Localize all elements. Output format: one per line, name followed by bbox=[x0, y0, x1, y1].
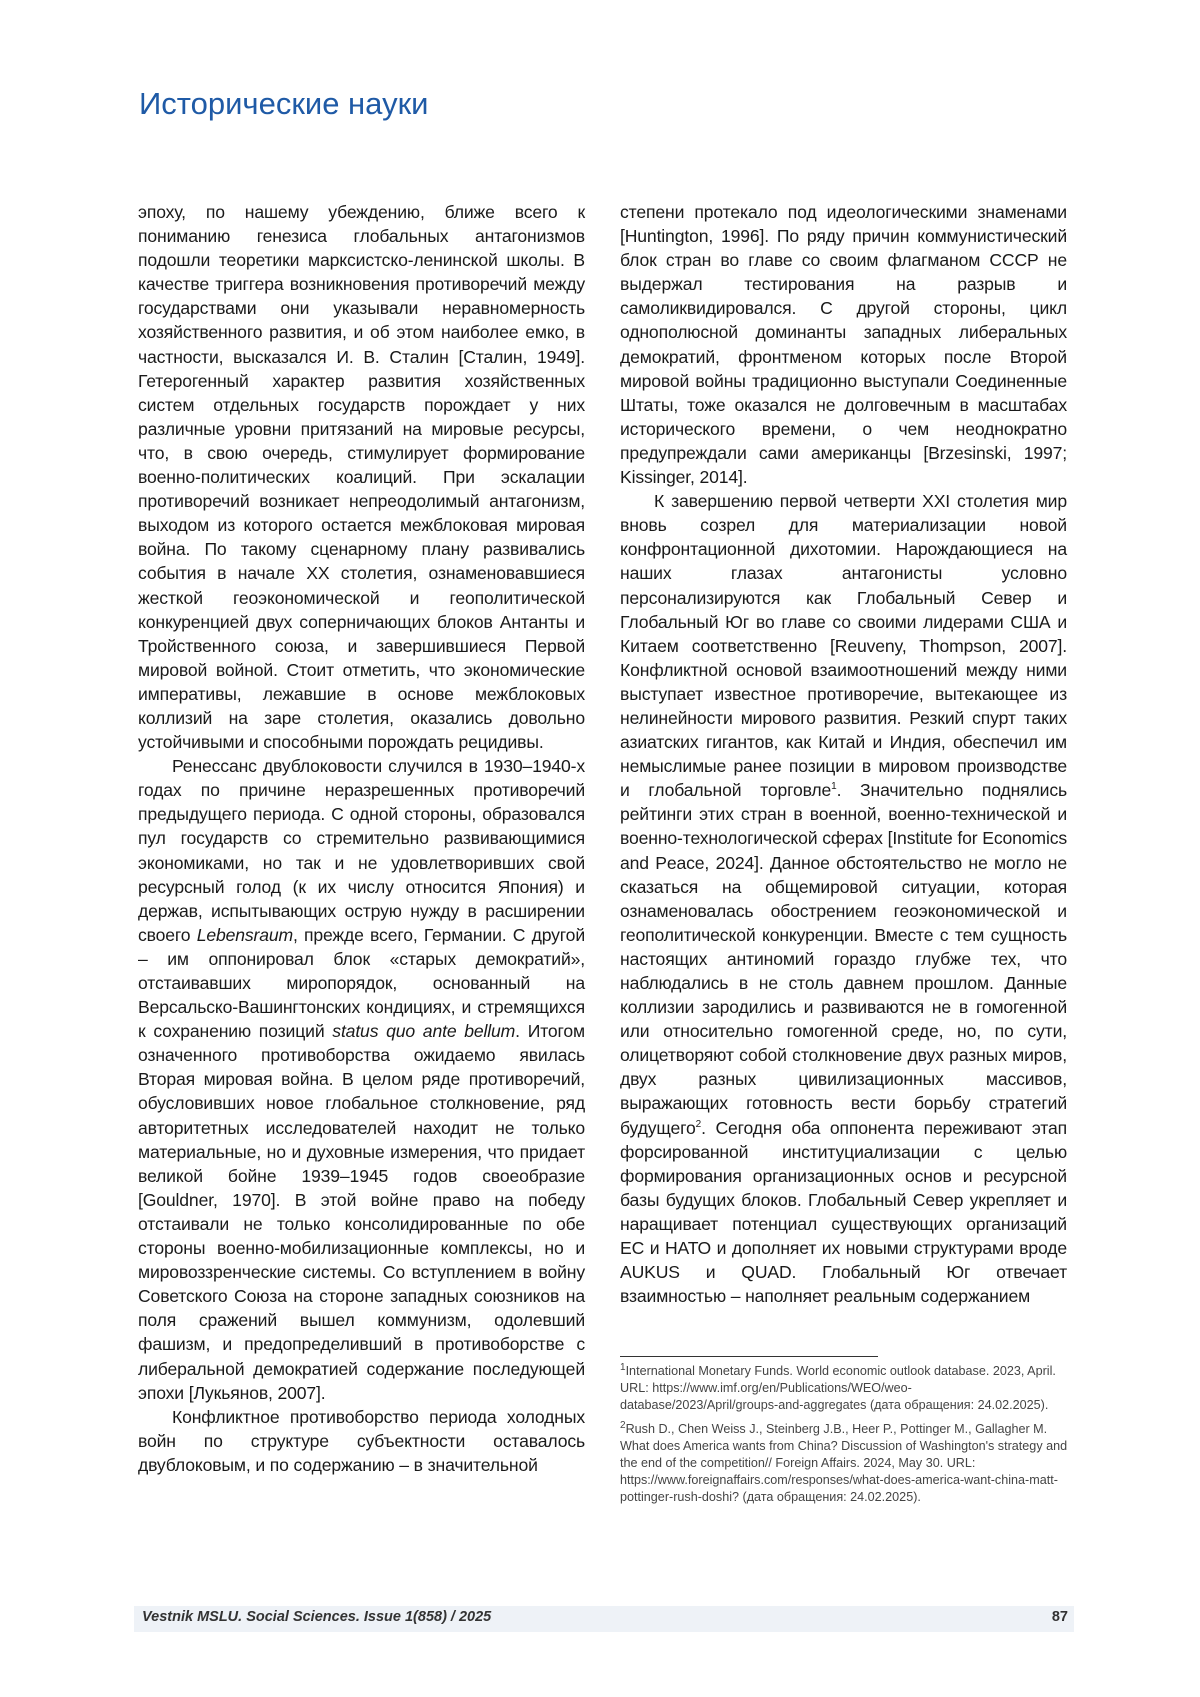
paragraph-right-2 bbox=[620, 489, 1067, 1308]
paragraph-left-1: эпоху, по нашему убеждению, ближе всего к пониманию генезиса глобальных антагонизмов подошли теоретики марксистско-ленинской школы. В качестве триггера возникновения противоречий между государствами они указывали неравномерность хозяйственного развития, и об этом наиболее емко, в частности, высказался И. В. Сталин [Сталин, 1949]. Гетерогенный характер развития хозяйственных систем отдельных государств порождает у них различные уровни притязаний на мировые ресурсы, что, в свою очередь, стимулирует формирование военно-политических коалиций. При эскалации противоречий возникает непреодолимый антагонизм, выходом из которого остается межблоковая мировая война. По такому сценарному плану развивались события в начале XX столетия, ознаменовавшиеся жесткой геоэкономической и геополитической конкуренцией двух соперничающих блоков Антанты и Тройственного союза, и завершившиеся Первой мировой войной. Стоит отметить, что экономические императивы, лежавшие в основе межблоковых коллизий на заре столетия, оказались довольно устойчивыми и способными порождать рецидивы. bbox=[138, 202, 585, 753]
footnote-number: 2 bbox=[620, 1419, 626, 1431]
journal-citation: Vestnik MSLU. Social Sciences. Issue 1(858) / 2025 bbox=[142, 1609, 492, 1625]
italic-term-status-quo: status quo ante bellum bbox=[332, 1021, 516, 1042]
left-column bbox=[138, 200, 585, 1477]
paragraph-text: . Сегодня оба оппонента переживают этап форсированной институциализации с целью формирования организационных основ и ресурсной базы будущих блоков. Глобальный Север укрепляет и наращивает потенциал существующих организаций ЕС и НАТО и дополняет их новыми структурами вроде AUKUS и QUAD. Глобальный Юг отвечает взаимностью – наполняет реальным содержанием bbox=[620, 1117, 1067, 1307]
right-column bbox=[620, 200, 1067, 1308]
footnote-divider bbox=[620, 1356, 878, 1357]
italic-term-lebensraum: Lebensraum bbox=[196, 924, 293, 945]
paragraph-left-2 bbox=[138, 754, 585, 1405]
footnotes bbox=[620, 1363, 1070, 1513]
paragraph-right-1: степени протекало под идеологическими знаменами [Huntington, 1996]. По ряду причин коммунистический блок стран во главе со своим флагманом СССР не выдержал тестирования на разрыв и самоликвидировался. С другой стороны, цикл однополюсной доминанты западных либеральных демократий, фронтменом которых после Второй мировой войны традиционно выступали Соединенные Штаты, тоже оказался не долговечным в масштабах исторического времени, о чем неоднократно предупреждали сами американцы [Brzesinski, 1997; Kissinger, 2014]. bbox=[620, 202, 1067, 488]
footnote-ref-2[interactable]: 2 bbox=[695, 1118, 702, 1130]
paragraph-text: . Значительно поднялись рейтинги этих стран в военной, военно-технической и военно-технологической сферах [Institute for Economics and Peace, 2024]. Данное обстоятельство не могло не сказаться на общемировой ситуации, которая ознаменовалась обострением геоэкономической и геополитической конкуренции. Вместе с тем сущность настоящих антиномий гораздо глубже тех, что наблюдались в не столь давнем прошлом. Данные коллизии зародились и развиваются не в гомогенной или относительно гомогенной среде, но, по сути, олицетворяют собой столкновение двух разных миров, двух разных цивилизационных массивов, выражающих готовность вести борьбу стратегий будущего bbox=[620, 780, 1067, 1138]
footnote-number: 1 bbox=[620, 1361, 626, 1373]
footnote-text: International Monetary Funds. World economic outlook database. 2023, April. URL: https://www.imf.org/en/Publications/WEO/weo-database/2023/April/groups-and-aggregates (дата обращения: 24.02.2025). bbox=[620, 1364, 1056, 1412]
footnote-1 bbox=[620, 1363, 1070, 1414]
paragraph-text: , прежде всего, Германии. С другой – им оппонировал блок «старых демократий», отстаивавших миропорядок, основанный на Версальско-Вашингтонских кондициях, и стремящихся к сохранению позиций bbox=[138, 924, 585, 1042]
footnote-ref-1[interactable]: 1 bbox=[831, 781, 837, 793]
paragraph-text: К завершению первой четверти XXI столетия мир вновь созрел для материализации новой конфронтационной дихотомии. Нарождающиеся на наших глазах антагонисты условно персонализируются как Глобальный Север и Глобальный Юг во главе со своими лидерами США и Китаем соответственно [Reuveny, Thompson, 2007]. Конфликтной основой взаимоотношений между ними выступает известное противоречие, вытекающее из нелинейности мирового развития. Резкий спурт таких азиатских гигантов, как Китай и Индия, обеспечил им немыслимые ранее позиции в мировом производстве и глобальной торговле bbox=[620, 491, 1067, 801]
paragraph-text: . Итогом означенного противоборства ожидаемо явилась Вторая мировая война. В целом ряде противоречий, обусловивших новое глобальное столкновение, ряд авторитетных исследователей находит не только материальные, но и духовные измерения, что придает великой бойне 1939–1945 годов своеобразие [Gouldner, 1970]. В этой войне право на победу отстаивали не только консолидированные по обе стороны военно-мобилизационные комплексы, но и мировоззренческие системы. Со вступлением в войну Советского Союза на стороне западных союзников на поля сражений вышел коммунизм, одолевший фашизм, и предопределивший в противоборстве с либеральной демократией содержание последующей эпохи [Лукьянов, 2007]. bbox=[138, 1021, 585, 1403]
paragraph-left-3: Конфликтное противоборство периода холодных войн по структуре субъектности оставалось двублоковым, и по содержанию – в значительной bbox=[138, 1406, 585, 1475]
section-title: Исторические науки bbox=[139, 86, 429, 121]
paragraph-text: Ренессанс двублоковости случился в 1930–1940-х годах по причине неразрешенных противоречий предыдущего периода. С одной стороны, образовался пул государств со стремительно развивающимися экономиками, но так и не удовлетворивших свой ресурсный голод (к их числу относится Япония) и держав, испытывающих острую нужду в расширении своего bbox=[138, 756, 585, 945]
footnote-2 bbox=[620, 1421, 1070, 1506]
footnote-text: Rush D., Chen Weiss J., Steinberg J.B., Heer P., Pottinger M., Gallagher M. What does America wants from China? Discussion of Washington's strategy and the end of the competition// Foreign Affairs. 2024, May 30. URL: https://www.foreignaffairs.com/responses/what-does-america-want-china-matt-pottinger-rush-doshi? (дата обращения: 24.02.2025). bbox=[620, 1422, 1068, 1504]
page-number: 87 bbox=[1051, 1609, 1068, 1625]
